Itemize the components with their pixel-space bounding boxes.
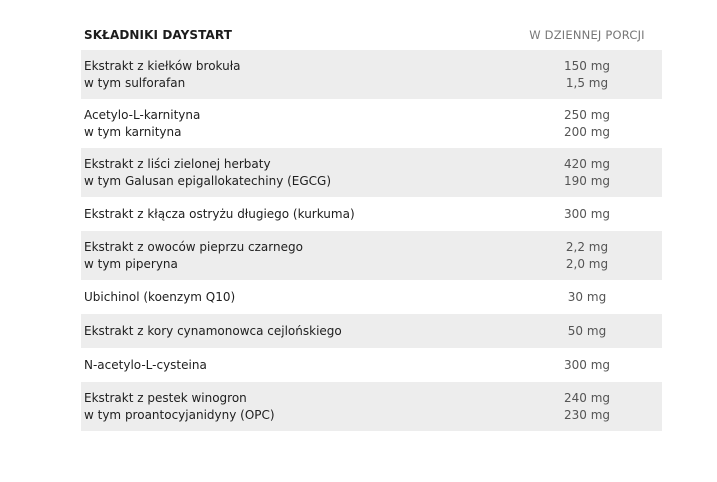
ingredient-amount [512, 289, 662, 306]
ingredient-line: Ekstrakt z liści zielonej herbaty [84, 156, 271, 171]
ingredient-amount [512, 323, 662, 340]
ingredient-amount [512, 107, 662, 141]
ingredient-line: Ekstrakt z kiełków brokuła [84, 58, 241, 73]
amount-subvalue: 1,5 mg [565, 75, 609, 90]
amount-value: 2,2 mg [565, 239, 609, 254]
amount-column-header: W DZIENNEJ PORCJI [529, 28, 645, 42]
ingredient-name [81, 107, 512, 141]
amount-value: 300 mg [563, 357, 611, 372]
ingredient-line: Ekstrakt z pestek winogron [84, 390, 247, 405]
ingredient-subline: w tym piperyna [84, 256, 178, 271]
ingredient-line: Ekstrakt z kłącza ostryżu długiego (kurkuma) [84, 206, 355, 221]
amount-value: 50 mg [567, 323, 607, 338]
ingredient-amount [512, 239, 662, 273]
ingredient-line: Ekstrakt z owoców pieprzu czarnego [84, 239, 303, 254]
ingredient-amount [512, 58, 662, 92]
ingredient-amount [512, 156, 662, 190]
ingredient-amount [512, 390, 662, 424]
ingredient-line: Acetylo-L-karnityna [84, 107, 201, 122]
ingredient-subline: w tym sulforafan [84, 75, 186, 90]
table-row [81, 99, 662, 148]
ingredient-subline: w tym proantocyjanidyny (OPC) [84, 407, 275, 422]
table-row [81, 50, 662, 99]
ingredient-line: N-acetylo-L-cysteina [84, 357, 207, 372]
table-title: SKŁADNIKI DAYSTART [84, 28, 233, 42]
ingredient-name [81, 239, 512, 273]
ingredient-name [81, 156, 512, 190]
amount-subvalue: 230 mg [563, 407, 611, 422]
amount-value: 30 mg [567, 289, 607, 304]
ingredient-name [81, 323, 512, 340]
table-row [81, 148, 662, 197]
ingredient-subline: w tym karnityna [84, 124, 182, 139]
ingredient-name [81, 390, 512, 424]
amount-subvalue: 190 mg [563, 173, 611, 188]
ingredient-subline: w tym Galusan epigallokatechiny (EGCG) [84, 173, 332, 188]
amount-subvalue: 200 mg [563, 124, 611, 139]
ingredients-table [81, 20, 662, 431]
ingredient-amount [512, 206, 662, 223]
ingredient-name [81, 206, 512, 223]
ingredient-name [81, 357, 512, 374]
table-row [81, 197, 662, 231]
table-row [81, 348, 662, 382]
ingredient-name [81, 58, 512, 92]
table-row [81, 280, 662, 314]
amount-value: 240 mg [563, 390, 611, 405]
ingredient-amount [512, 357, 662, 374]
amount-value: 420 mg [563, 156, 611, 171]
table-row [81, 314, 662, 348]
amount-value: 300 mg [563, 206, 611, 221]
amount-value: 250 mg [563, 107, 611, 122]
amount-subvalue: 2,0 mg [565, 256, 609, 271]
table-row [81, 231, 662, 280]
table-header [81, 20, 662, 50]
amount-value: 150 mg [563, 58, 611, 73]
ingredient-line: Ekstrakt z kory cynamonowca cejlońskiego [84, 323, 342, 338]
ingredient-line: Ubichinol (koenzym Q10) [84, 289, 236, 304]
table-row [81, 382, 662, 431]
ingredient-name [81, 289, 512, 306]
